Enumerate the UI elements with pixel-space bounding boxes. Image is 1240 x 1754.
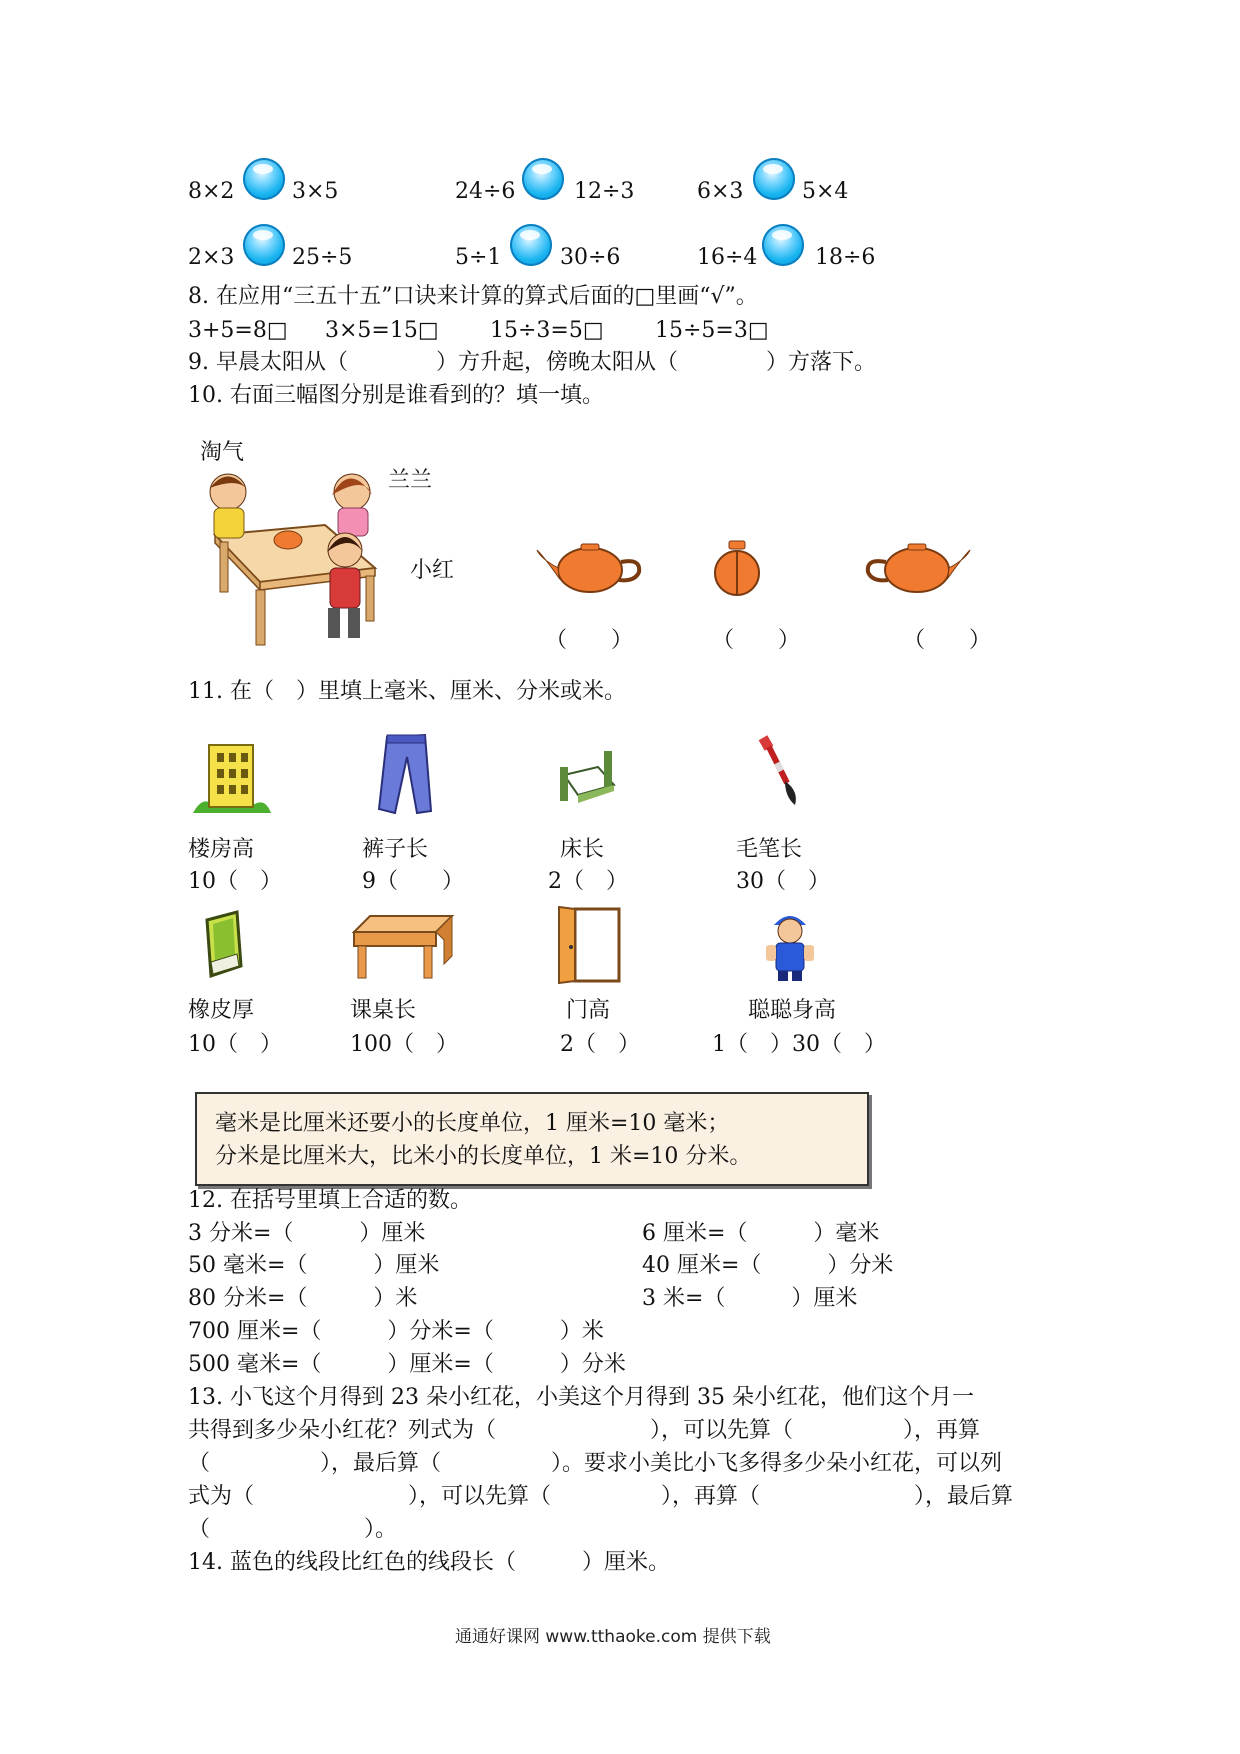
item-answer[interactable]: 30（ ） [736, 869, 830, 894]
expr: 30÷6 [560, 245, 621, 270]
answer-blank[interactable]: （ ） [712, 628, 801, 653]
compare-circle-icon[interactable] [753, 158, 795, 200]
item-label: 床长 [560, 837, 605, 862]
item-label: 课桌长 [350, 998, 417, 1023]
question-13-line: 共得到多少朵小红花？列式为（ ），可以先算（ ），再算 [188, 1418, 981, 1443]
conversion-item[interactable]: 80 分米=（ ）米 [188, 1286, 418, 1311]
question-10-title: 10. 右面三幅图分别是谁看到的？填一填。 [188, 383, 604, 408]
conversion-item[interactable]: 6 厘米=（ ）毫米 [642, 1221, 880, 1246]
compare-circle-icon[interactable] [243, 158, 285, 200]
item-answer[interactable]: 100（ ） [350, 1032, 458, 1057]
answer-blank[interactable]: （ ） [545, 628, 634, 653]
item-answer[interactable]: 1（ ）30（ ） [712, 1032, 886, 1057]
boy-icon [760, 905, 820, 983]
compare-circle-icon[interactable] [510, 224, 552, 266]
conversion-item[interactable]: 700 厘米=（ ）分米=（ ）米 [188, 1319, 604, 1344]
item-label: 裤子长 [362, 837, 429, 862]
compare-circle-icon[interactable] [522, 158, 564, 200]
item-label: 聪聪身高 [748, 998, 837, 1023]
desk-icon [350, 912, 454, 980]
compare-circle-icon[interactable] [243, 224, 285, 266]
conversion-item[interactable]: 500 毫米=（ ）厘米=（ ）分米 [188, 1352, 626, 1377]
expr: 2×3 [188, 245, 235, 270]
q8-item[interactable]: 15÷5=3□ [655, 318, 769, 343]
expr: 5÷1 [455, 245, 502, 270]
item-label: 门高 [566, 998, 611, 1023]
expr: 12÷3 [574, 179, 635, 204]
q8-item[interactable]: 3+5=8□ [188, 318, 288, 343]
question-9: 9. 早晨太阳从（ ）方升起，傍晚太阳从（ ）方落下。 [188, 350, 876, 375]
conversion-item[interactable]: 3 米=（ ）厘米 [642, 1286, 858, 1311]
expr: 24÷6 [455, 179, 516, 204]
expr: 3×5 [292, 179, 339, 204]
teapot-other-side-view-icon [862, 538, 972, 598]
expr: 8×2 [188, 179, 235, 204]
expr: 5×4 [802, 179, 849, 204]
name-lanlan: 兰兰 [388, 468, 433, 493]
item-answer[interactable]: 2（ ） [548, 869, 628, 894]
item-label: 楼房高 [188, 837, 255, 862]
tip-box [195, 1092, 869, 1186]
building-icon [193, 735, 271, 815]
expr: 6×3 [697, 179, 744, 204]
question-11-title: 11. 在（ ）里填上毫米、厘米、分米或米。 [188, 679, 626, 704]
conversion-item[interactable]: 3 分米=（ ）厘米 [188, 1221, 426, 1246]
question-13-line: （ ），最后算（ ）。要求小美比小飞多得多少朵小红花，可以列 [188, 1451, 1003, 1476]
pants-icon [375, 733, 435, 815]
q8-item[interactable]: 3×5=15□ [325, 318, 439, 343]
name-taoqi: 淘气 [200, 440, 245, 465]
bed-icon [558, 745, 618, 807]
q8-item[interactable]: 15÷3=5□ [490, 318, 604, 343]
question-13-line: 13. 小飞这个月得到 23 朵小红花，小美这个月得到 35 朵小红花，他们这个月一 [188, 1385, 974, 1410]
teapot-front-view-icon [712, 533, 762, 597]
brush-icon [755, 735, 807, 807]
item-answer[interactable]: 10（ ） [188, 869, 282, 894]
item-answer[interactable]: 10（ ） [188, 1032, 282, 1057]
footer-text: 通通好课网 www.tthaoke.com 提供下载 [455, 1627, 771, 1647]
conversion-item[interactable]: 50 毫米=（ ）厘米 [188, 1253, 440, 1278]
item-answer[interactable]: 2（ ） [560, 1032, 640, 1057]
teapot-side-view-icon [535, 538, 645, 598]
eraser-icon [197, 910, 247, 980]
question-13-line: （ ）。 [188, 1517, 398, 1542]
answer-blank[interactable]: （ ） [903, 628, 992, 653]
expr: 16÷4 [697, 245, 758, 270]
expr: 25÷5 [292, 245, 353, 270]
conversion-item[interactable]: 40 厘米=（ ）分米 [642, 1253, 894, 1278]
compare-circle-icon[interactable] [762, 224, 804, 266]
expr: 18÷6 [815, 245, 876, 270]
question-14: 14. 蓝色的线段比红色的线段长（ ）厘米。 [188, 1550, 670, 1575]
item-label: 橡皮厚 [188, 998, 255, 1023]
question-8-title: 8. 在应用“三五十五”口诀来计算的算式后面的□里画“√”。 [188, 284, 758, 309]
item-answer[interactable]: 9（ ） [362, 869, 464, 894]
name-xiaohong: 小红 [410, 558, 455, 583]
tip-line: 分米是比厘米大，比米小的长度单位，1 米=10 分米。 [215, 1144, 752, 1169]
question-12-title: 12. 在括号里填上合适的数。 [188, 1188, 472, 1213]
tip-line: 毫米是比厘米还要小的长度单位，1 厘米=10 毫米； [215, 1111, 730, 1136]
item-label: 毛笔长 [736, 837, 803, 862]
door-icon [555, 905, 625, 985]
question-13-line: 式为（ ），可以先算（ ），再算（ ），最后算 [188, 1484, 1014, 1509]
